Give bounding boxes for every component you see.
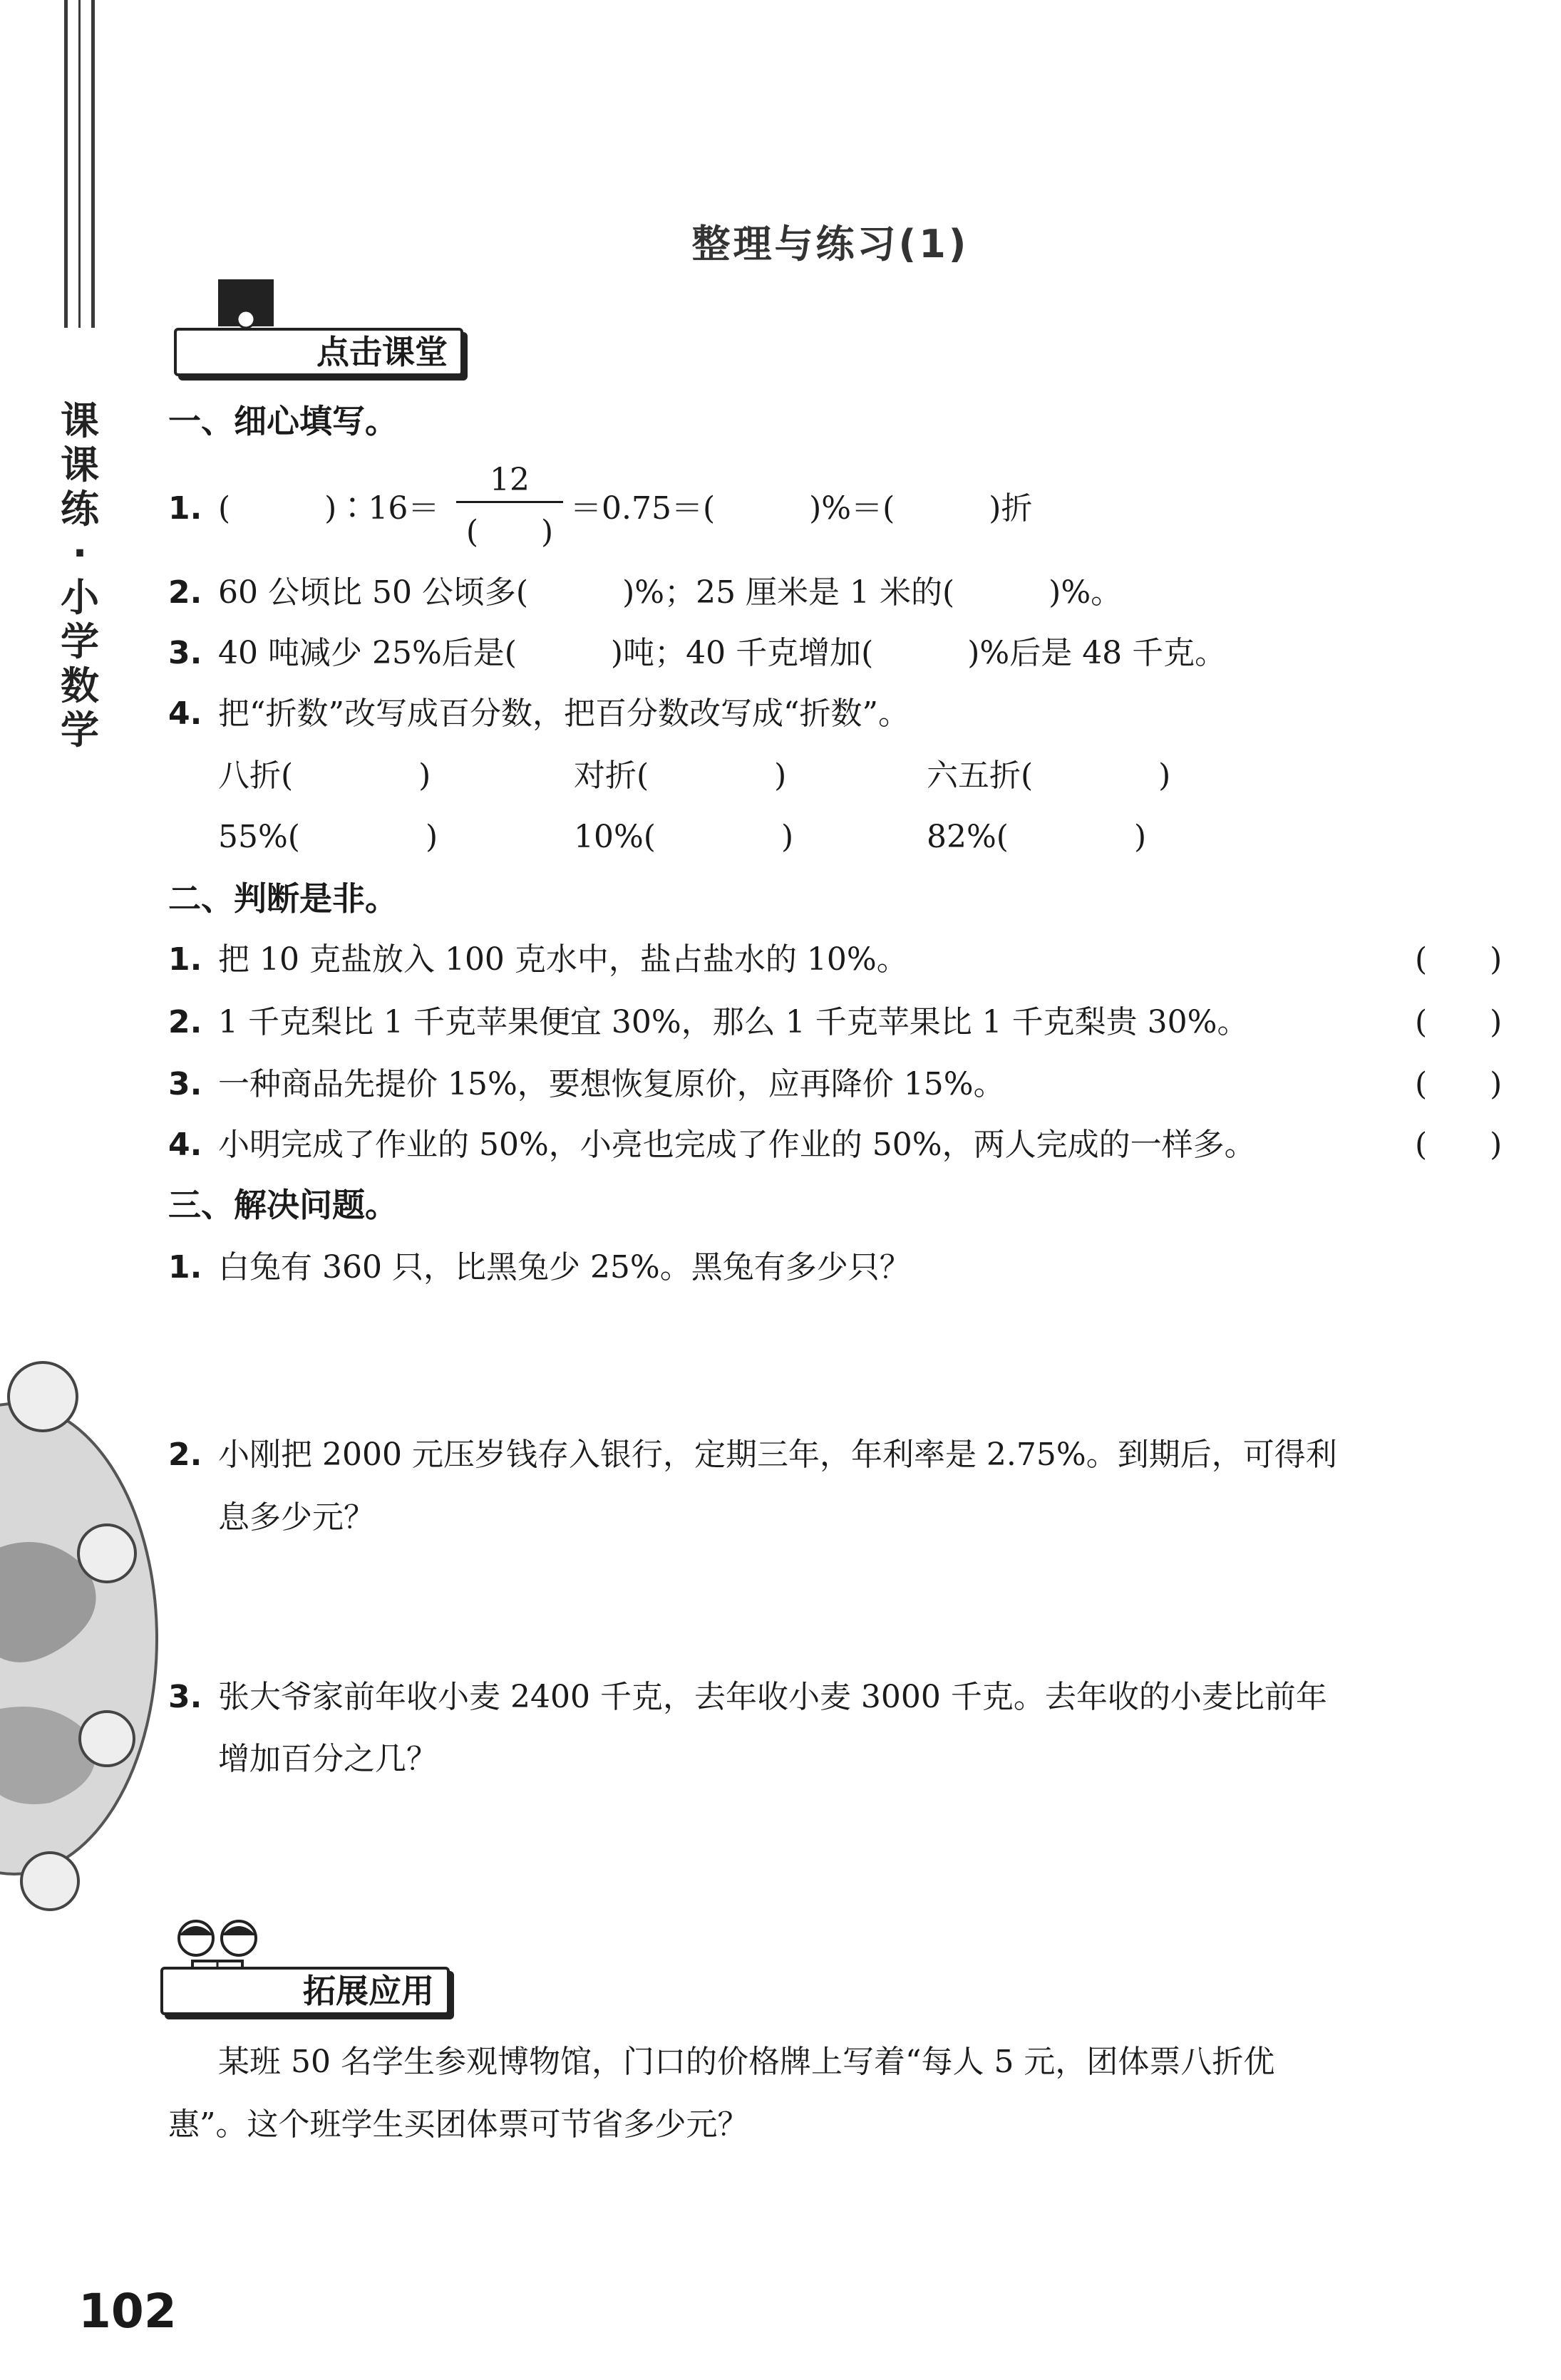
grid-cell: 八折( ) <box>218 757 431 794</box>
question-2 <box>168 566 1122 612</box>
sidebar-char: 课 <box>61 443 99 487</box>
question-text: 小刚把 2000 元压岁钱存入银行，定期三年，年利率是 2.75%。到期后，可得利 <box>218 1437 1337 1473</box>
margin-rule-1 <box>64 0 68 328</box>
question-text: 张大爷家前年收小麦 2400 千克，去年收小麦 3000 千克。去年收的小麦比前年 <box>218 1679 1327 1715</box>
question-text: 1 千克梨比 1 千克苹果便宜 30%，那么 1 千克苹果比 1 千克梨贵 30%。 <box>218 1004 1249 1040</box>
question-text: 一种商品先提价 15%，要想恢复原价，应再降价 15%。 <box>218 1066 1005 1102</box>
question-number: 1. <box>168 490 202 527</box>
question-number: 3. <box>168 1066 202 1102</box>
sidebar-char: 课 <box>61 398 99 443</box>
problem-1 <box>168 1241 911 1287</box>
judge-item <box>168 1119 1256 1164</box>
answer-parentheses: ( ) <box>1415 1066 1503 1102</box>
question-text: 60 公顷比 50 公顷多( )%；25 厘米是 1 米的( )%。 <box>218 574 1123 611</box>
question-number: 1. <box>168 1249 202 1285</box>
fraction-bar <box>456 501 563 503</box>
grid-cell: 55%( ) <box>218 819 438 855</box>
page-number: 102 <box>78 2284 177 2339</box>
fraction-denominator: ( ) <box>465 514 554 550</box>
fraction <box>456 462 563 552</box>
problem-2 <box>168 1429 1337 1474</box>
grid-cell: 82%( ) <box>927 819 1147 855</box>
question-number: 4. <box>168 1127 202 1163</box>
sidebar-char: · <box>72 531 88 576</box>
question-number: 3. <box>168 635 202 671</box>
question-number: 1. <box>168 941 202 978</box>
sidebar-char: 学 <box>61 619 99 664</box>
section-banner-extension <box>160 1967 450 2015</box>
grid-cell: 六五折( ) <box>927 757 1171 794</box>
question-text: 把 10 克盐放入 100 克水中，盐占盐水的 10%。 <box>218 941 908 978</box>
question-text: 小明完成了作业的 50%，小亮也完成了作业的 50%，两人完成的一样多。 <box>218 1127 1256 1163</box>
answer-parentheses: ( ) <box>1415 941 1503 978</box>
page-title: 整理与练习(1) <box>691 222 969 267</box>
section-banner-classroom <box>174 328 463 376</box>
question-text: ( )∶16＝ <box>218 490 440 527</box>
section-heading: 二、判断是非。 <box>168 879 398 918</box>
grid-cell: 10%( ) <box>574 819 794 855</box>
judge-item <box>168 933 908 979</box>
question-3 <box>168 627 1226 673</box>
section-heading: 一、细心填写。 <box>168 402 398 440</box>
question-number: 2. <box>168 1004 202 1040</box>
answer-parentheses: ( ) <box>1415 1127 1503 1163</box>
judge-item <box>168 1058 1005 1104</box>
question-text: 把“折数”改写成百分数，把百分数改写成“折数”。 <box>218 695 910 732</box>
extension-line: 某班 50 名学生参观博物馆，门口的价格牌上写着“每人 5 元，团体票八折优 <box>218 2044 1275 2080</box>
sidebar-title <box>58 399 101 752</box>
extension-line: 惠”。这个班学生买团体票可节省多少元？ <box>168 2106 749 2143</box>
banner-label: 拓展应用 <box>303 1972 434 2010</box>
question-number: 2. <box>168 574 202 611</box>
question-number: 2. <box>168 1437 202 1473</box>
fraction-numerator: 12 <box>490 462 530 498</box>
question-text-continued: ＝0.75＝( )%＝( )折 <box>570 490 1033 527</box>
sidebar-char: 数 <box>61 663 99 708</box>
judge-item <box>168 996 1248 1042</box>
question-number: 3. <box>168 1679 202 1715</box>
problem-2-continued: 息多少元？ <box>218 1499 375 1536</box>
section-heading: 三、解决问题。 <box>168 1186 398 1224</box>
question-number: 4. <box>168 695 202 732</box>
globe-children-illustration <box>0 1340 164 1924</box>
banner-label: 点击课堂 <box>316 333 448 371</box>
problem-3 <box>168 1671 1327 1717</box>
sidebar-char: 练 <box>61 487 99 532</box>
answer-parentheses: ( ) <box>1415 1004 1503 1040</box>
sidebar-char: 小 <box>61 575 99 620</box>
problem-3-continued: 增加百分之几？ <box>218 1741 438 1777</box>
question-text: 白兔有 360 只，比黑兔少 25%。黑兔有多少只？ <box>218 1249 911 1285</box>
margin-rule-3 <box>91 0 95 328</box>
margin-rule-2 <box>78 0 81 328</box>
question-text: 40 吨减少 25%后是( )吨；40 千克增加( )%后是 48 千克。 <box>218 635 1227 671</box>
question-4 <box>168 688 910 733</box>
grid-cell: 对折( ) <box>574 757 787 794</box>
question-1 <box>168 482 439 528</box>
sidebar-char: 学 <box>61 708 99 752</box>
